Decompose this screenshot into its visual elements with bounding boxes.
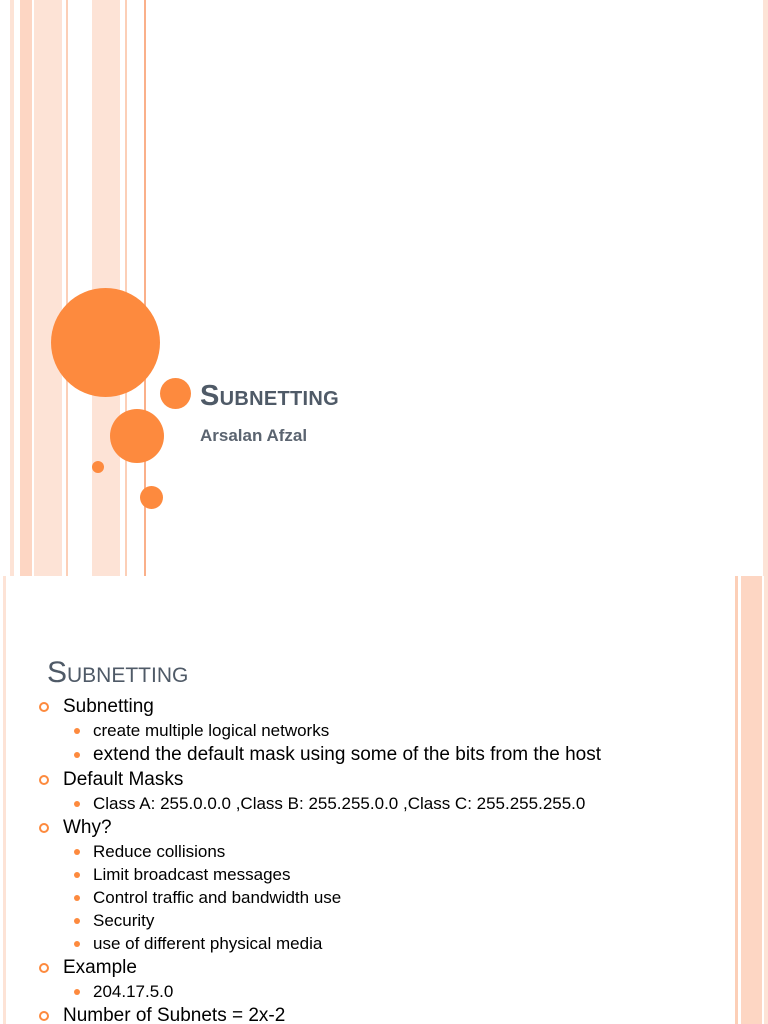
dot-bullet-icon [74, 872, 80, 878]
bullet-item [0, 1003, 730, 1024]
decorative-stripe [20, 0, 32, 576]
circle-bullet-icon [39, 1011, 49, 1021]
sub-bullet-item [0, 932, 730, 955]
sub-bullet-item [0, 792, 730, 815]
decorative-stripe [735, 576, 738, 1024]
sub-bullet-text: Limit broadcast messages [93, 865, 291, 884]
dot-bullet-icon [74, 941, 80, 947]
decorative-circle [92, 461, 104, 473]
circle-bullet-icon [39, 775, 49, 785]
bullet-item [0, 955, 730, 980]
decorative-stripe [10, 0, 14, 576]
dot-bullet-icon [74, 752, 80, 758]
slide-title: Subnetting [47, 656, 189, 689]
sub-bullet-item [0, 742, 730, 767]
sub-bullet-text: create multiple logical networks [93, 721, 330, 740]
bullet-item [0, 815, 730, 840]
decorative-stripe [763, 0, 768, 576]
sub-bullet-text: use of different physical media [93, 934, 323, 953]
circle-bullet-icon [39, 702, 49, 712]
bullet-list [0, 694, 730, 1024]
bullet-text: Subnetting [63, 696, 154, 717]
sub-bullet-item [0, 980, 730, 1003]
bullet-text: Default Masks [63, 769, 184, 790]
decorative-circle [110, 409, 164, 463]
sub-bullet-item [0, 886, 730, 909]
decorative-stripe [34, 0, 62, 576]
dot-bullet-icon [74, 895, 80, 901]
content-slide [0, 576, 768, 1024]
dot-bullet-icon [74, 849, 80, 855]
dot-bullet-icon [74, 989, 80, 995]
sub-bullet-text: Class A: 255.0.0.0 ,Class B: 255.255.0.0 ,Class C: 255.255.255.0 [93, 794, 586, 813]
decorative-stripe [125, 0, 127, 576]
dot-bullet-icon [74, 728, 80, 734]
bullet-item [0, 767, 730, 792]
dot-bullet-icon [74, 918, 80, 924]
sub-bullet-item [0, 863, 730, 886]
decorative-stripe [66, 0, 68, 576]
decorative-circle [140, 486, 163, 509]
sub-bullet-text: Security [93, 911, 155, 930]
dot-bullet-icon [74, 801, 80, 807]
bullet-text: Why? [63, 817, 112, 838]
sub-bullet-item [0, 840, 730, 863]
decorative-circle [160, 378, 191, 409]
slide-subtitle: Arsalan Afzal [200, 426, 308, 445]
bullet-item [0, 694, 730, 719]
slide-title: Subnetting [200, 380, 340, 412]
bullet-text: Example [63, 957, 137, 978]
sub-bullet-text: Reduce collisions [93, 842, 226, 861]
circle-bullet-icon [39, 963, 49, 973]
decorative-stripe [741, 576, 762, 1024]
bullet-text: Number of Subnets = 2x-2 [63, 1005, 286, 1024]
decorative-stripe [764, 576, 768, 1024]
sub-bullet-item [0, 909, 730, 932]
sub-bullet-text: 204.17.5.0 [93, 982, 174, 1001]
decorative-circle [51, 288, 160, 397]
sub-bullet-text: extend the default mask using some of the bits from the host [93, 744, 601, 765]
circle-bullet-icon [39, 823, 49, 833]
sub-bullet-text: Control traffic and bandwidth use [93, 888, 342, 907]
sub-bullet-item [0, 719, 730, 742]
